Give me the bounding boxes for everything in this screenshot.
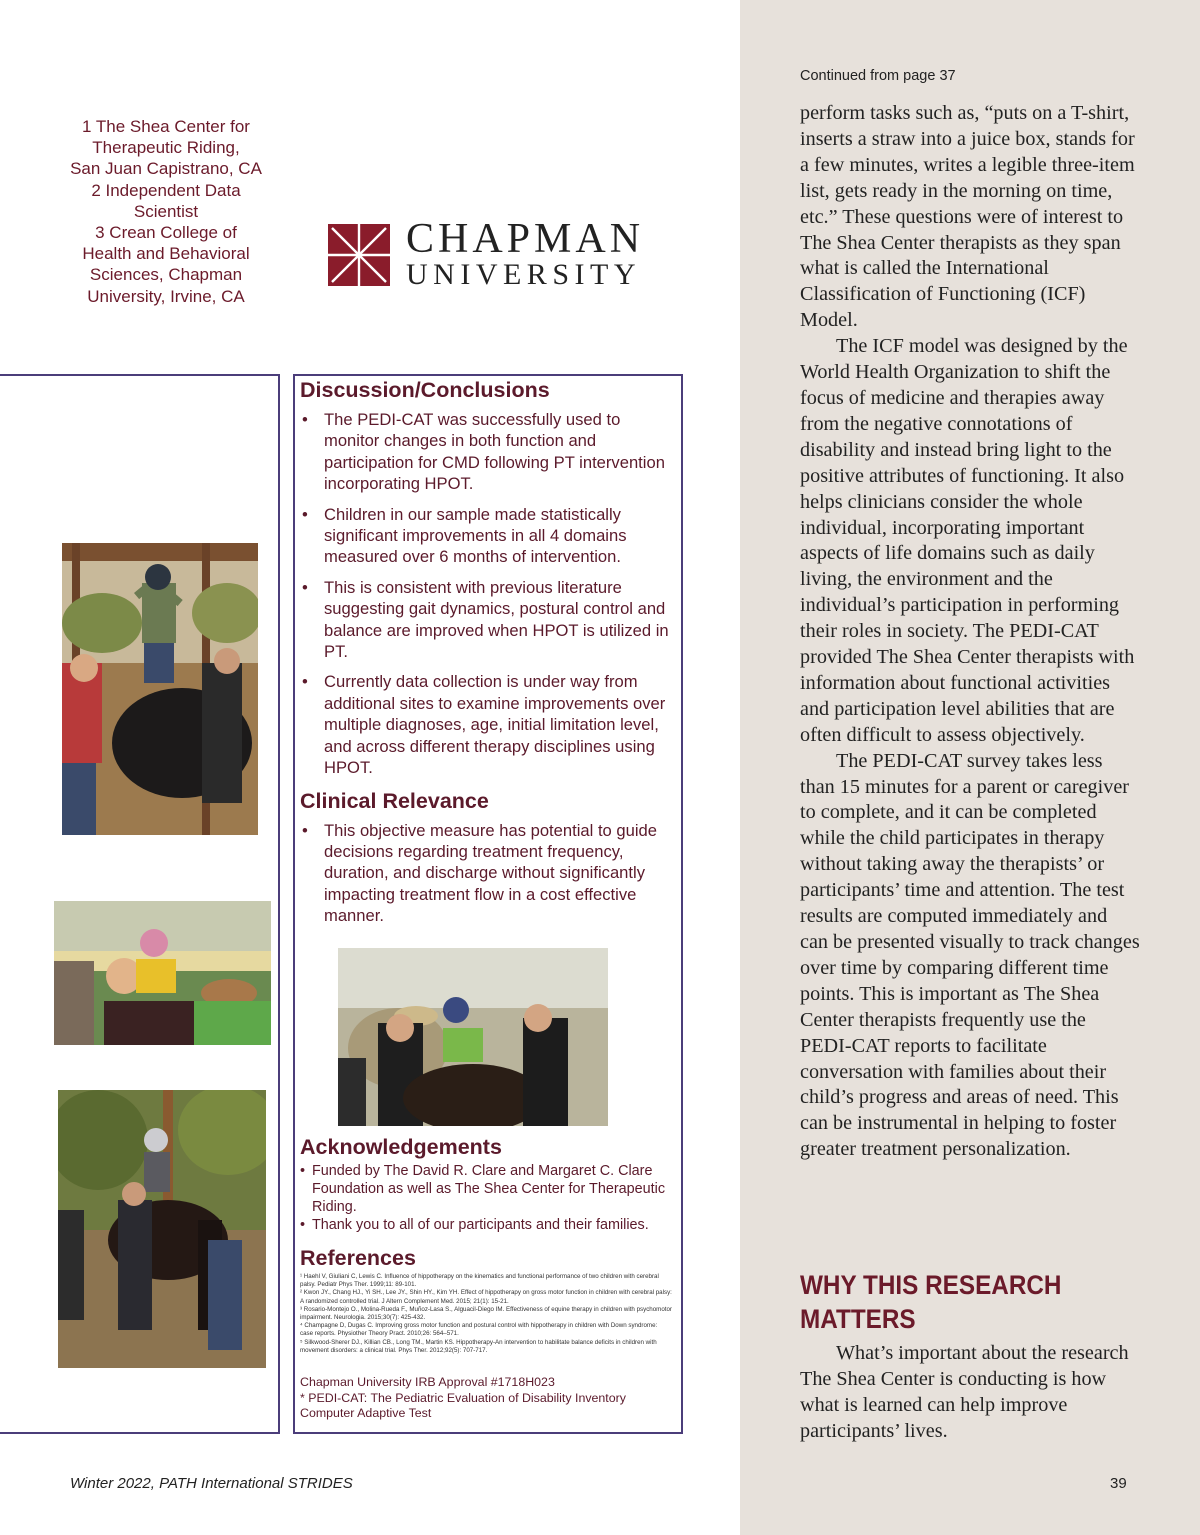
clinical-relevance-heading: Clinical Relevance [300,788,489,813]
affiliation-line: Scientist [133,201,199,221]
publication-footer: Winter 2022, PATH International STRIDES [70,1475,353,1492]
logo-wordmark-university: UNIVERSITY [406,258,641,291]
affiliation-line: 1 The Shea Center for [82,117,250,136]
reference-item: ² Kwon JY., Chang HJ., Yi SH., Lee JY., Shin HY., Kim YH. Effect of hippotherapy on gross motor function in children with cerebral palsy: A randomized controlled trial. J Altern Complement Med. 2015; 21(1): 15-21. [300,1289,672,1305]
affiliation-line: Therapeutic Riding, [92,138,240,158]
author-affiliations [56,116,276,307]
discussion-bullet: • The PEDI-CAT was successfully used to monitor changes in both function and participation for CMD following PT intervention incorporating HPOT. [300,409,672,495]
affiliation-line: Sciences, Chapman [89,265,243,285]
poster-acknowledgements [300,1135,672,1422]
section-heading: WHY THIS RESEARCH MATTERS [800,1270,1062,1334]
therapy-photo-arena [62,543,258,835]
therapy-photo-high-five [338,948,608,1126]
acknowledgements-heading: Acknowledgements [300,1135,502,1159]
page-number: 39 [1110,1475,1127,1492]
continued-from-label: Continued from page 37 [800,68,956,84]
article-body-closing [800,1341,1140,1445]
affiliation-line: University, Irvine, CA [87,286,245,306]
chapman-university-logo [328,216,668,291]
references-heading: References [300,1246,416,1270]
irb-approval: Chapman University IRB Approval #1718H023 [300,1375,555,1390]
therapy-photo-trail [58,1090,266,1368]
affiliation-line: Health and Behavioral [82,244,250,264]
article-paragraph: The ICF model was designed by the World Health Organization to shift the focus of medicine and therapies away from the negative connotations of disability and instead bring light to the positive attributes of functioning. It also helps clinicians consider the whole individual, incorporating important aspects of life domains such as daily living, the environment and the individual’s participation in performing their roles in society. The PEDI-CAT provided The Shea Center therapists with information about functional activities and participation level abilities that are often difficult to assess objectively. [800,335,1135,746]
pedicat-definition-cont: Computer Adaptive Test [300,1406,432,1421]
reference-item: ¹ Haehl V, Giuliani C, Lewis C. Influence of hippotherapy on the kinematics and functional performance of two children with cerebral palsy. Pediatr Phys Ther. 1999;11: 89-101. [300,1273,659,1289]
discussion-bullet: • This is consistent with previous literature suggesting gait dynamics, postural control and balance are improved when HPOT is utilized in PT. [300,577,672,663]
therapy-photo-helmet [54,901,271,1045]
reference-item: ⁴ Champagne D, Dugas C. Improving gross motor function and postural control with hippotherapy in children with Down syndrome: case reports. Physiother Theory Pract. 2010;26: 564–571. [300,1322,658,1338]
affiliation-line: 3 Crean College of [95,223,237,243]
chapman-logo-mark-icon [328,224,390,286]
reference-item: ³ Rosario-Montejo O., Molina-Rueda F., Muñoz-Lasa S., Alguacil-Diego IM. Effectiveness of equine therapy in children with psychomotor impairment. Neurologia. 2015;30(7): 425-432. [300,1305,672,1322]
article-body [800,101,1140,1163]
research-poster [300,378,672,927]
pedicat-definition: * PEDI-CAT: The Pediatric Evaluation of Disability Inventory [300,1390,626,1405]
discussion-bullet: • Children in our sample made statistically significant improvements in all 4 domains measured over 6 months of intervention. [300,504,672,568]
reference-item: ⁵ Silkwood-Sherer DJ., Killian CB., Long TM., Martin KS. Hippotherapy-An intervention to habilitate balance deficits in children with movement disorders: a clinical trial. Phys Ther. 2012;92(5): 707-717. [300,1338,657,1354]
logo-wordmark-chapman: CHAPMAN [406,216,645,262]
acknowledgement-bullet: • Funded by The David R. Clare and Margaret C. Clare Foundation as well as The Shea Center for Therapeutic Riding. [300,1162,672,1216]
references-list [300,1273,672,1355]
clinical-bullet: • This objective measure has potential to guide decisions regarding treatment frequency, duration, and discharge without significantly impacting treatment flow in a cost effective manner. [300,820,672,927]
discussion-heading: Discussion/Conclusions [300,378,550,402]
article-paragraph: What’s important about the research The Shea Center is conducting is how what is learned can help improve participants’ lives. [800,1342,1129,1442]
article-paragraph: The PEDI-CAT survey takes less than 15 minutes for a parent or caregiver to complete, and it can be completed while the child participates in therapy without taking away the therapists’ or participants’ time and attention. The test results are computed immediately and can be presented visually to track changes over time by comparing different time points. This is important as The Shea Center therapists frequently use the PEDI-CAT reports to facilitate conversation with families about their child’s progress and areas of need. This can be instrumental in helping to foster greater treatment personalization. [800,749,1140,1161]
discussion-bullet: • Currently data collection is under way from additional sites to examine improvements over multiple diagnoses, age, initial limitation level, and across different therapy disciplines using HPOT. [300,671,672,778]
affiliation-line: 2 Independent Data [91,180,241,200]
acknowledgement-bullet: • Thank you to all of our participants and their families. [300,1216,672,1234]
article-paragraph: perform tasks such as, “puts on a T-shirt, inserts a straw into a juice box, stands for a few minutes, writes a legible three-item list, gets ready in the morning on time, etc.” These questions were of interest to The Shea Center therapists as they span what is called the International Classification of Functioning (ICF) Model. [800,102,1135,332]
affiliation-line: San Juan Capistrano, CA [70,159,262,179]
